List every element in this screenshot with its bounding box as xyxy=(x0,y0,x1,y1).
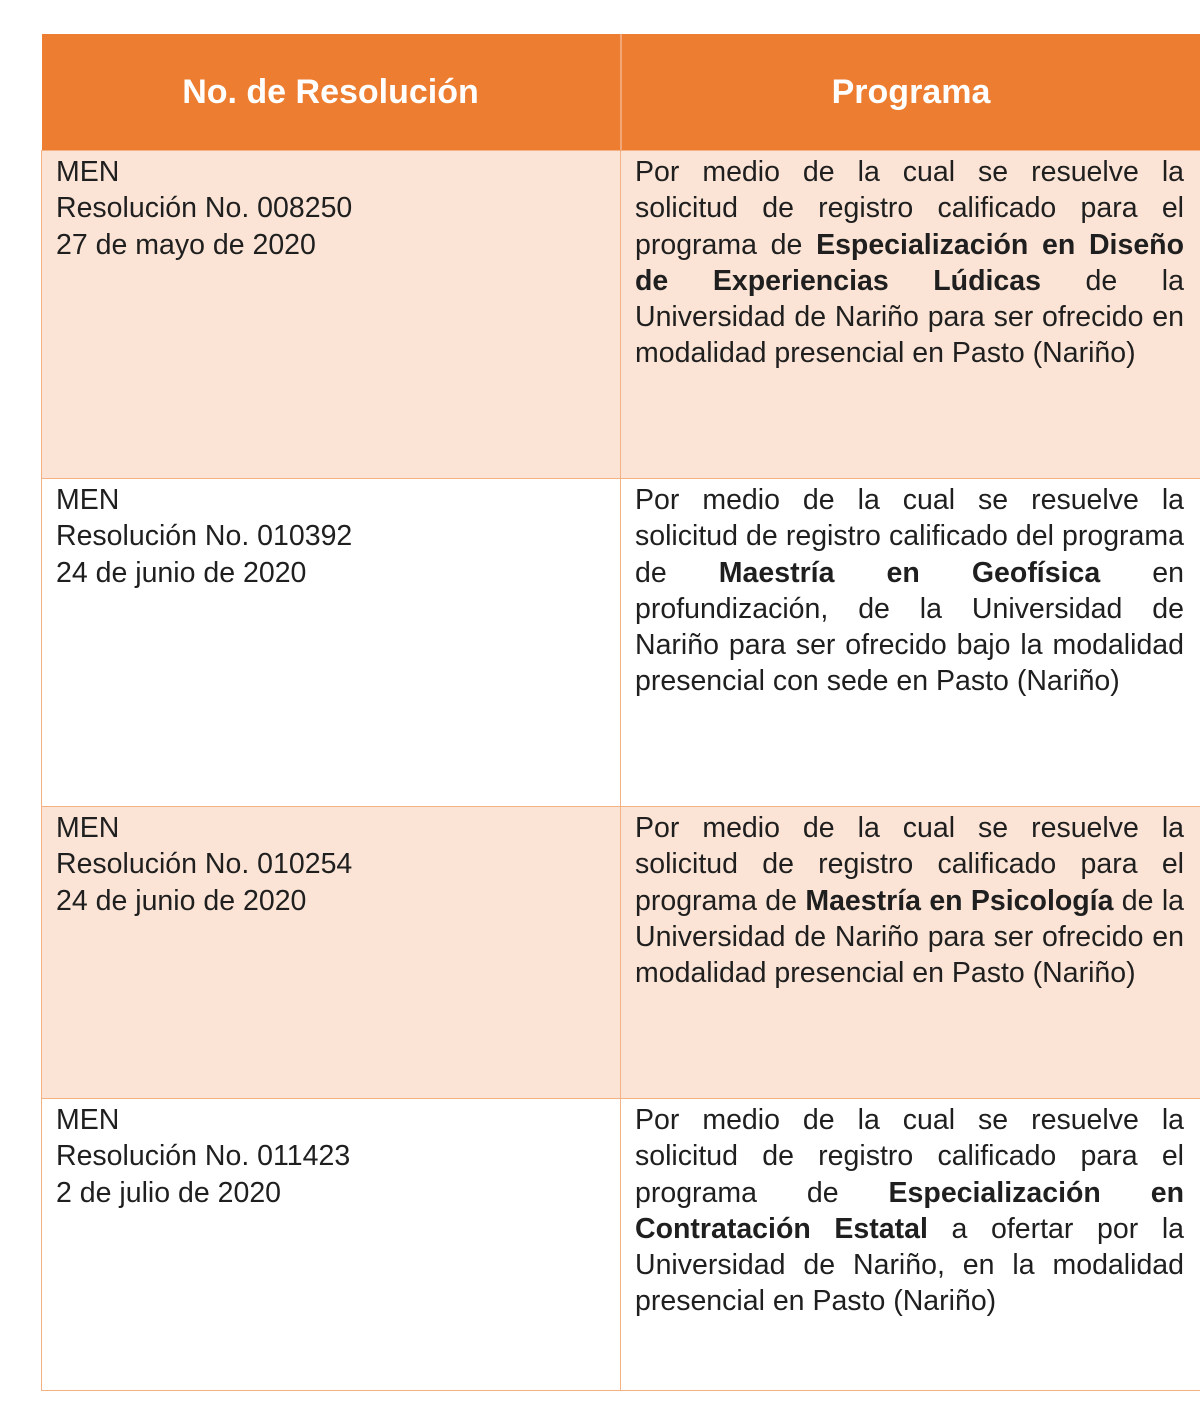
resolution-cell xyxy=(42,151,621,479)
program-name: Maestría en Psicología xyxy=(805,884,1114,917)
header-program: Programa xyxy=(621,34,1200,151)
program-name: Especialización en Diseño de Experiencias Lúdicas xyxy=(635,228,1184,297)
resolution-cell xyxy=(42,479,621,807)
resolution-number: Resolución No. 011423 xyxy=(56,1140,351,1173)
description-text: de la Universidad de Nariño para ser ofrecido en modalidad presencial en Pasto (Nariño) xyxy=(635,264,1184,370)
description-text: en profundización, de la Universidad de Nariño para ser ofrecido bajo la modalidad presencial con sede en Pasto (Nariño) xyxy=(635,556,1184,698)
header-row xyxy=(42,34,1200,151)
program-cell xyxy=(621,479,1200,807)
description-text: Por medio de la cual se resuelve la solicitud de registro calificado del programa de xyxy=(635,484,1184,589)
description-text: Por medio de la cual se resuelve la solicitud de registro calificado para el programa de xyxy=(635,156,1184,261)
entity-text: MEN xyxy=(56,484,120,516)
resolution-number: Resolución No. 010254 xyxy=(56,848,353,881)
description-text: de la Universidad de Nariño para ser ofrecido en modalidad presencial en Pasto (Nariño) xyxy=(635,884,1184,990)
program-cell xyxy=(621,807,1200,1099)
table-row xyxy=(42,479,1200,807)
resolutions-table xyxy=(41,34,1200,1391)
resolution-cell xyxy=(42,807,621,1099)
resolution-cell xyxy=(42,1099,621,1391)
entity-text: MEN xyxy=(56,1104,120,1136)
table-row xyxy=(42,807,1200,1099)
entity-text: MEN xyxy=(56,812,120,844)
resolution-number: Resolución No. 008250 xyxy=(56,192,353,225)
program-name: Maestría en Geofísica xyxy=(718,556,1101,589)
program-cell xyxy=(621,1099,1200,1391)
entity-text: MEN xyxy=(56,156,120,188)
resolution-date: 24 de junio de 2020 xyxy=(56,884,307,917)
description-text: Por medio de la cual se resuelve la solicitud de registro calificado para el programa de xyxy=(635,1104,1184,1209)
resolution-number: Resolución No. 010392 xyxy=(56,520,353,553)
table-row xyxy=(42,151,1200,479)
header-resolution: No. de Resolución xyxy=(42,34,621,151)
program-cell xyxy=(621,151,1200,479)
resolution-date: 24 de junio de 2020 xyxy=(56,556,307,589)
description-text: a ofertar por la Universidad de Nariño, en la modalidad presencial en Pasto (Nariño) xyxy=(635,1212,1184,1318)
table-row xyxy=(42,1099,1200,1391)
resolution-date: 2 de julio de 2020 xyxy=(56,1176,282,1209)
resolution-date: 27 de mayo de 2020 xyxy=(56,228,316,261)
program-name: Especialización en Contratación Estatal xyxy=(635,1176,1184,1245)
description-text: Por medio de la cual se resuelve la solicitud de registro calificado para el programa de xyxy=(635,812,1184,917)
